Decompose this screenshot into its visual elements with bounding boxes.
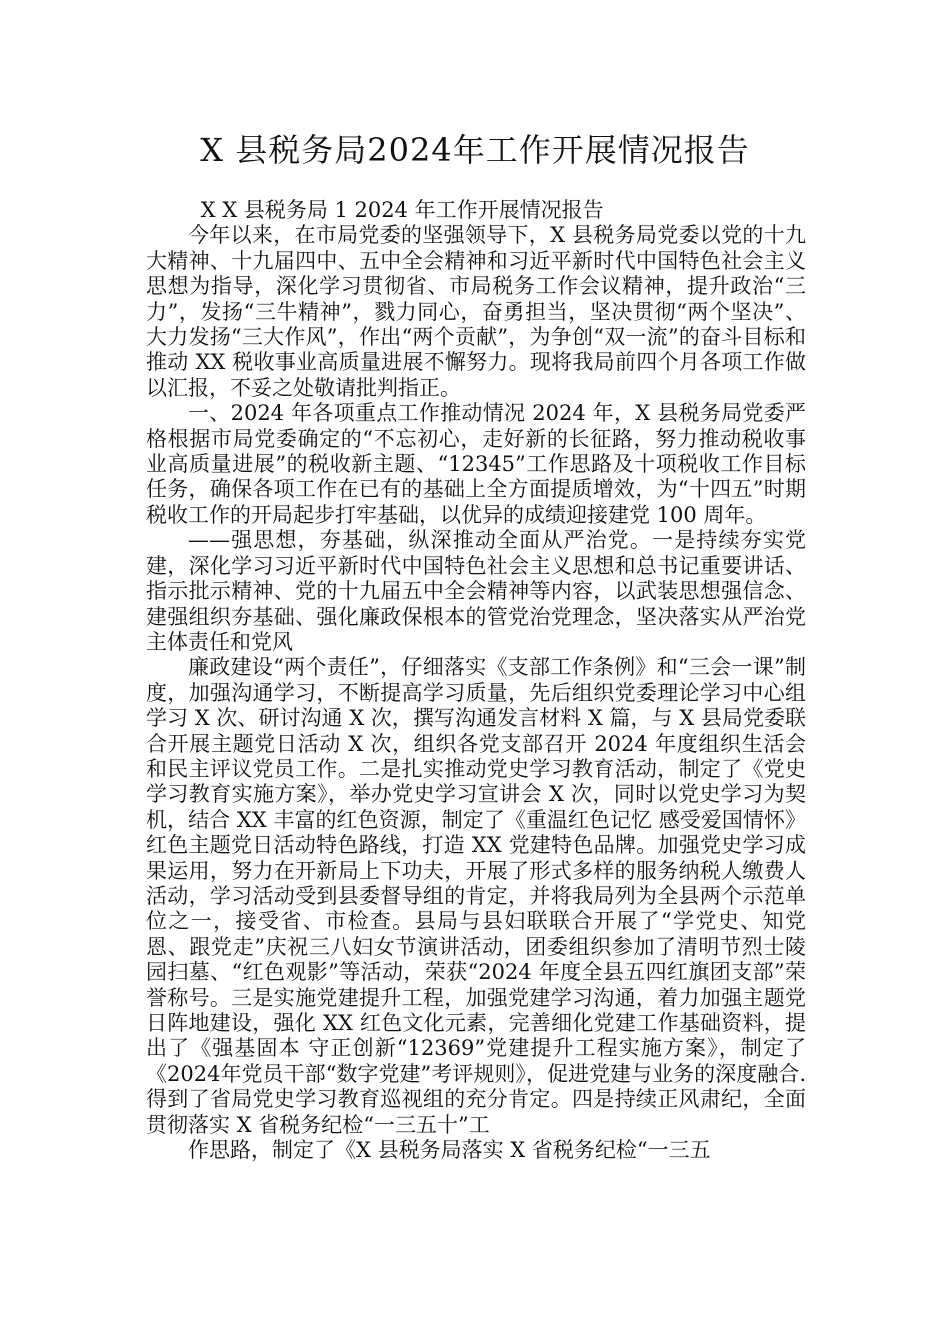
paragraph-party-building: ——强思想，夯基础，纵深推动全面从严治党。一是持续夯实党建，深化学习习近平新时代中国特色社会主义思想和总书记重要讲话、指示批示精神、党的十九届五中全会精神等内容，以武装思想强信念、建强组织夯基础、强化廉政保根本的管党治党理念，坚决落实从严治党主体责任和党风 (146, 528, 806, 654)
document-title: X 县税务局2024年工作开展情况报告 (200, 131, 750, 169)
paragraph-section-one: 一、2024 年各项重点工作推动情况 2024 年，X 县税务局党委严格根据市局党委确定的“不忘初心，走好新的长征路，努力推动税收事业高质量进展”的税收新主题、“12345”工作思路及十项税收工作目标任务，确保各项工作在已有的基础上全方面提质增效，为“十四五”时期税收工作的开局起步打牢基础，以优异的成绩迎接建党 100 周年。 (146, 401, 806, 527)
report-subtitle: X X 县税务局 1 2024 年工作开展情况报告 (200, 198, 604, 222)
document-body (146, 198, 806, 1163)
paragraph-work-approach: 作思路，制定了《X 县税务局落实 X 省税务纪检“一三五 (188, 1138, 711, 1163)
paragraph-intro: 今年以来，在市局党委的坚强领导下，X 县税务局党委以党的十九大精神、十九届四中、五中全会精神和习近平新时代中国特色社会主义思想为指导，深化学习贯彻省、市局税务工作会议精神，提升政治“三力”，发扬“三牛精神”，戮力同心，奋勇担当，坚决贯彻“两个坚决”、大力发扬“三大作风”，作出“两个贡献”，为争创“双一流”的奋斗目标和推动 XX 税收事业高质量进展不懈努力。现将我局前四个月各项工作做以汇报，不妥之处敬请批判指正。 (146, 223, 806, 400)
paragraph-clean-governance: 廉政建设“两个责任”，仔细落实《支部工作条例》和“三会一课”制度，加强沟通学习，不断提高学习质量，先后组织党委理论学习中心组学习 X 次、研讨沟通 X 次，撰写沟通发言材料 X 篇，与 X 县局党委联合开展主题党日活动 X 次，组织各党支部召开 2024 年度组织生活会和民主评议党员工作。二是扎实推动党史学习教育活动，制定了《党史学习教育实施方案》，举办党史学习宣讲会 X 次，同时以党史学习为契机，结合 XX 丰富的红色资源，制定了《重温红色记忆 感受爱国情怀》红色主题党日活动特色路线，打造 XX 党建特色品牌。加强党史学习成果运用，努力在开新局上下功夫，开展了形式多样的服务纳税人缴费人活动，学习活动受到县委督导组的肯定，并将我局列为全县两个示范单位之一，接受省、市检查。县局与县妇联联合开展了“学党史、知党恩、跟党走”庆祝三八妇女节演讲活动，团委组织参加了清明节烈士陵园扫墓、“红色观影”等活动，荣获“2024 年度全县五四红旗团支部”荣誉称号。三是实施党建提升工程，加强党建学习沟通，着力加强主题党日阵地建设，强化 XX 红色文化元素，完善细化党建工作基础资料，提出了《强基固本 守正创新“12369”党建提升工程实施方案》，制定了《2024年党员干部“数字党建”考评规则》，促进党建与业务的深度融合.得到了省局党史学习教育巡视组的充分肯定。四是持续正风肃纪，全面贯彻落实 X 省税务纪检“一三五十”工 (146, 655, 806, 1137)
